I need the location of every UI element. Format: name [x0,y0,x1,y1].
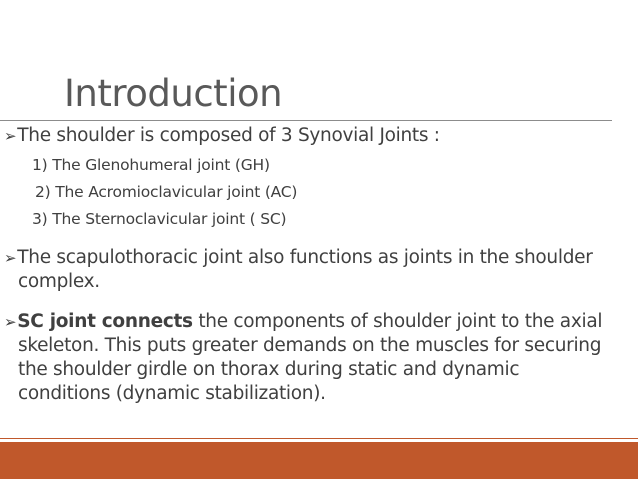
arrow-bullet-icon: ➢ [4,127,17,145]
bullet-text-line4: conditions (dynamic stabilization). [18,383,326,404]
bullet-synovial-joints [4,124,440,148]
bullet-text-line1: The scapulothoracic joint also functions as joints in the shoulder [17,247,593,268]
footer-divider [0,438,638,439]
bullet-text-line2: complex. [18,271,100,292]
bullet-sc-joint [4,310,638,406]
arrow-bullet-icon: ➢ [4,313,17,331]
footer-band [0,442,638,479]
title-divider [0,120,612,121]
bullet-text-line3: the shoulder girdle on thorax during static and dynamic [18,359,520,380]
bullet-bold-text: SC joint connects [17,311,193,332]
joint-item-ac: 2) The Acromioclavicular joint (AC) [35,183,298,201]
joint-item-sc: 3) The Sternoclavicular joint ( SC) [32,210,287,228]
joint-item-gh: 1) The Glenohumeral joint (GH) [32,156,270,174]
slide-title: Introduction [64,72,283,115]
bullet-text: The shoulder is composed of 3 Synovial Joints : [17,125,440,146]
bullet-text-line1: the components of shoulder joint to the axial [192,311,603,332]
bullet-scapulothoracic [4,246,638,294]
bullet-text-line2: skeleton. This puts greater demands on the muscles for securing [18,335,602,356]
arrow-bullet-icon: ➢ [4,249,17,267]
